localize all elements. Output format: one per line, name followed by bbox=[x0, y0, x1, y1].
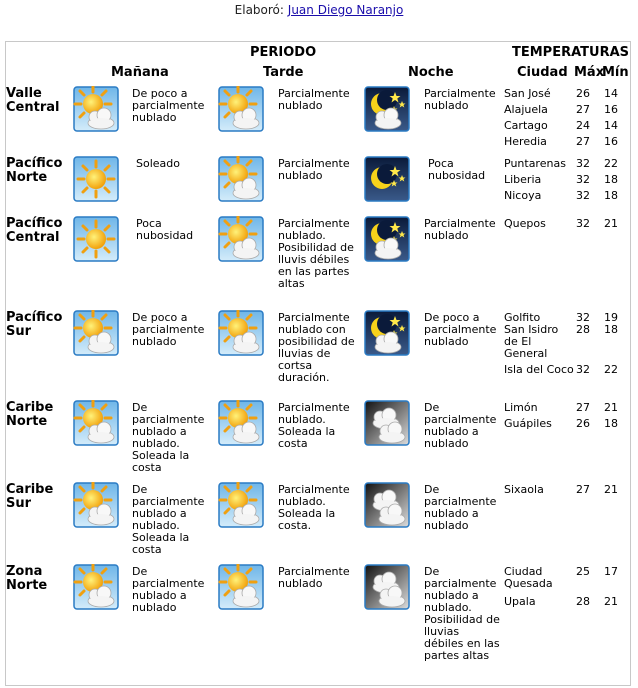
city-max-temp: 26 bbox=[576, 417, 590, 430]
city-min-temp: 18 bbox=[604, 173, 618, 186]
city-min-temp: 19 bbox=[604, 311, 618, 324]
manana-forecast-text: De parcialmente nublado a nublado bbox=[132, 565, 205, 614]
header-max: Máx bbox=[574, 65, 605, 80]
moon-cloud-icon bbox=[364, 216, 410, 262]
city-name: Guápiles bbox=[504, 417, 552, 430]
city-min-temp: 22 bbox=[604, 363, 618, 376]
city-max-temp: 32 bbox=[576, 217, 590, 230]
sun-icon bbox=[73, 216, 119, 262]
header-periodo: PERIODO bbox=[250, 45, 317, 60]
noche-forecast-text: De poco a parcialmente nublado bbox=[424, 311, 497, 348]
city-max-temp: 27 bbox=[576, 483, 590, 496]
sun-cloud-icon bbox=[73, 482, 119, 528]
city-max-temp: 28 bbox=[576, 323, 590, 336]
header-noche: Noche bbox=[408, 65, 454, 80]
region-name: Pacífico Sur bbox=[6, 310, 63, 339]
city-name: Isla del Coco bbox=[504, 363, 574, 376]
noche-forecast-text: De parcialmente nublado a nublado bbox=[424, 401, 497, 450]
city-name: Quepos bbox=[504, 217, 546, 230]
city-name: Heredia bbox=[504, 135, 547, 148]
city-max-temp: 32 bbox=[576, 173, 590, 186]
moon-cloud-icon bbox=[364, 86, 410, 132]
region-name: Valle Central bbox=[6, 86, 60, 115]
header-min: Mín bbox=[602, 65, 629, 80]
tarde-forecast-text: Parcialmente nublado bbox=[278, 565, 350, 590]
manana-forecast-text: De parcialmente nublado a nublado. Soleada la costa bbox=[132, 401, 205, 474]
city-min-temp: 14 bbox=[604, 87, 618, 100]
city-min-temp: 18 bbox=[604, 323, 618, 336]
city-min-temp: 18 bbox=[604, 417, 618, 430]
manana-forecast-text: De poco a parcialmente nublado bbox=[132, 87, 205, 124]
header-manana: Mañana bbox=[111, 65, 169, 80]
city-max-temp: 28 bbox=[576, 595, 590, 608]
moon-cloud-icon bbox=[364, 310, 410, 356]
sun-cloud-icon bbox=[218, 310, 264, 356]
manana-forecast-text: Poca nubosidad bbox=[136, 217, 194, 242]
header-tarde: Tarde bbox=[263, 65, 304, 80]
city-min-temp: 14 bbox=[604, 119, 618, 132]
sun-cloud-icon bbox=[218, 564, 264, 610]
manana-forecast-text: Soleado bbox=[136, 157, 180, 170]
night-cloud-icon bbox=[364, 564, 410, 610]
city-max-temp: 24 bbox=[576, 119, 590, 132]
credit-line bbox=[0, 3, 638, 17]
city-name: San José bbox=[504, 87, 551, 100]
region-name: Caribe Sur bbox=[6, 482, 54, 511]
city-name: Alajuela bbox=[504, 103, 548, 116]
header-temperaturas: TEMPERATURAS bbox=[512, 45, 630, 60]
noche-forecast-text: De parcialmente nublado a nublado. Posibilidad de lluvias débiles en las partes altas bbox=[424, 565, 500, 662]
city-min-temp: 17 bbox=[604, 565, 618, 578]
night-cloud-icon bbox=[364, 482, 410, 528]
sun-icon bbox=[73, 156, 119, 202]
city-min-temp: 21 bbox=[604, 595, 618, 608]
city-max-temp: 32 bbox=[576, 363, 590, 376]
city-min-temp: 18 bbox=[604, 189, 618, 202]
tarde-forecast-text: Parcialmente nublado. Posibilidad de lluvis débiles en las partes altas bbox=[278, 217, 354, 290]
sun-cloud-icon bbox=[73, 564, 119, 610]
sun-cloud-icon bbox=[218, 400, 264, 446]
city-min-temp: 22 bbox=[604, 157, 618, 170]
city-name: Sixaola bbox=[504, 483, 544, 496]
tarde-forecast-text: Parcialmente nublado. Soleada la costa bbox=[278, 401, 350, 450]
sun-cloud-icon bbox=[218, 156, 264, 202]
city-name: Nicoya bbox=[504, 189, 542, 202]
city-max-temp: 27 bbox=[576, 103, 590, 116]
city-max-temp: 27 bbox=[576, 401, 590, 414]
manana-forecast-text: De parcialmente nublado a nublado. Soleada la costa bbox=[132, 483, 205, 556]
city-min-temp: 16 bbox=[604, 135, 618, 148]
city-name: Puntarenas bbox=[504, 157, 566, 170]
tarde-forecast-text: Parcialmente nublado con posibilidad de lluvias de cortsa duración. bbox=[278, 311, 355, 384]
moon-icon bbox=[364, 156, 410, 202]
city-name: San Isidro de El General bbox=[504, 323, 559, 360]
noche-forecast-text: Poca nubosidad bbox=[428, 157, 486, 182]
region-name: Pacífico Central bbox=[6, 216, 63, 245]
city-name: Ciudad Quesada bbox=[504, 565, 553, 590]
city-min-temp: 21 bbox=[604, 217, 618, 230]
city-min-temp: 16 bbox=[604, 103, 618, 116]
tarde-forecast-text: Parcialmente nublado bbox=[278, 157, 350, 182]
sun-cloud-icon bbox=[218, 216, 264, 262]
city-name: Golfito bbox=[504, 311, 541, 324]
city-name: Cartago bbox=[504, 119, 548, 132]
city-name: Limón bbox=[504, 401, 538, 414]
sun-cloud-icon bbox=[218, 482, 264, 528]
city-max-temp: 32 bbox=[576, 311, 590, 324]
sun-cloud-icon bbox=[73, 310, 119, 356]
night-cloud-icon bbox=[364, 400, 410, 446]
tarde-forecast-text: Parcialmente nublado bbox=[278, 87, 350, 112]
noche-forecast-text: De parcialmente nublado a nublado bbox=[424, 483, 497, 532]
manana-forecast-text: De poco a parcialmente nublado bbox=[132, 311, 205, 348]
city-max-temp: 27 bbox=[576, 135, 590, 148]
noche-forecast-text: Parcialmente nublado bbox=[424, 217, 496, 242]
region-name: Pacífico Norte bbox=[6, 156, 63, 185]
sun-cloud-icon bbox=[73, 400, 119, 446]
sun-cloud-icon bbox=[218, 86, 264, 132]
credit-prefix: Elaboró: bbox=[234, 3, 284, 17]
sun-cloud-icon bbox=[73, 86, 119, 132]
city-max-temp: 26 bbox=[576, 87, 590, 100]
region-name: Zona Norte bbox=[6, 564, 48, 593]
city-max-temp: 32 bbox=[576, 189, 590, 202]
noche-forecast-text: Parcialmente nublado bbox=[424, 87, 496, 112]
city-name: Liberia bbox=[504, 173, 542, 186]
header-ciudad: Ciudad bbox=[517, 65, 568, 80]
region-name: Caribe Norte bbox=[6, 400, 54, 429]
author-link[interactable]: Juan Diego Naranjo bbox=[287, 3, 404, 17]
city-max-temp: 25 bbox=[576, 565, 590, 578]
city-max-temp: 32 bbox=[576, 157, 590, 170]
tarde-forecast-text: Parcialmente nublado. Soleada la costa. bbox=[278, 483, 350, 532]
city-min-temp: 21 bbox=[604, 401, 618, 414]
city-name: Upala bbox=[504, 595, 536, 608]
city-min-temp: 21 bbox=[604, 483, 618, 496]
